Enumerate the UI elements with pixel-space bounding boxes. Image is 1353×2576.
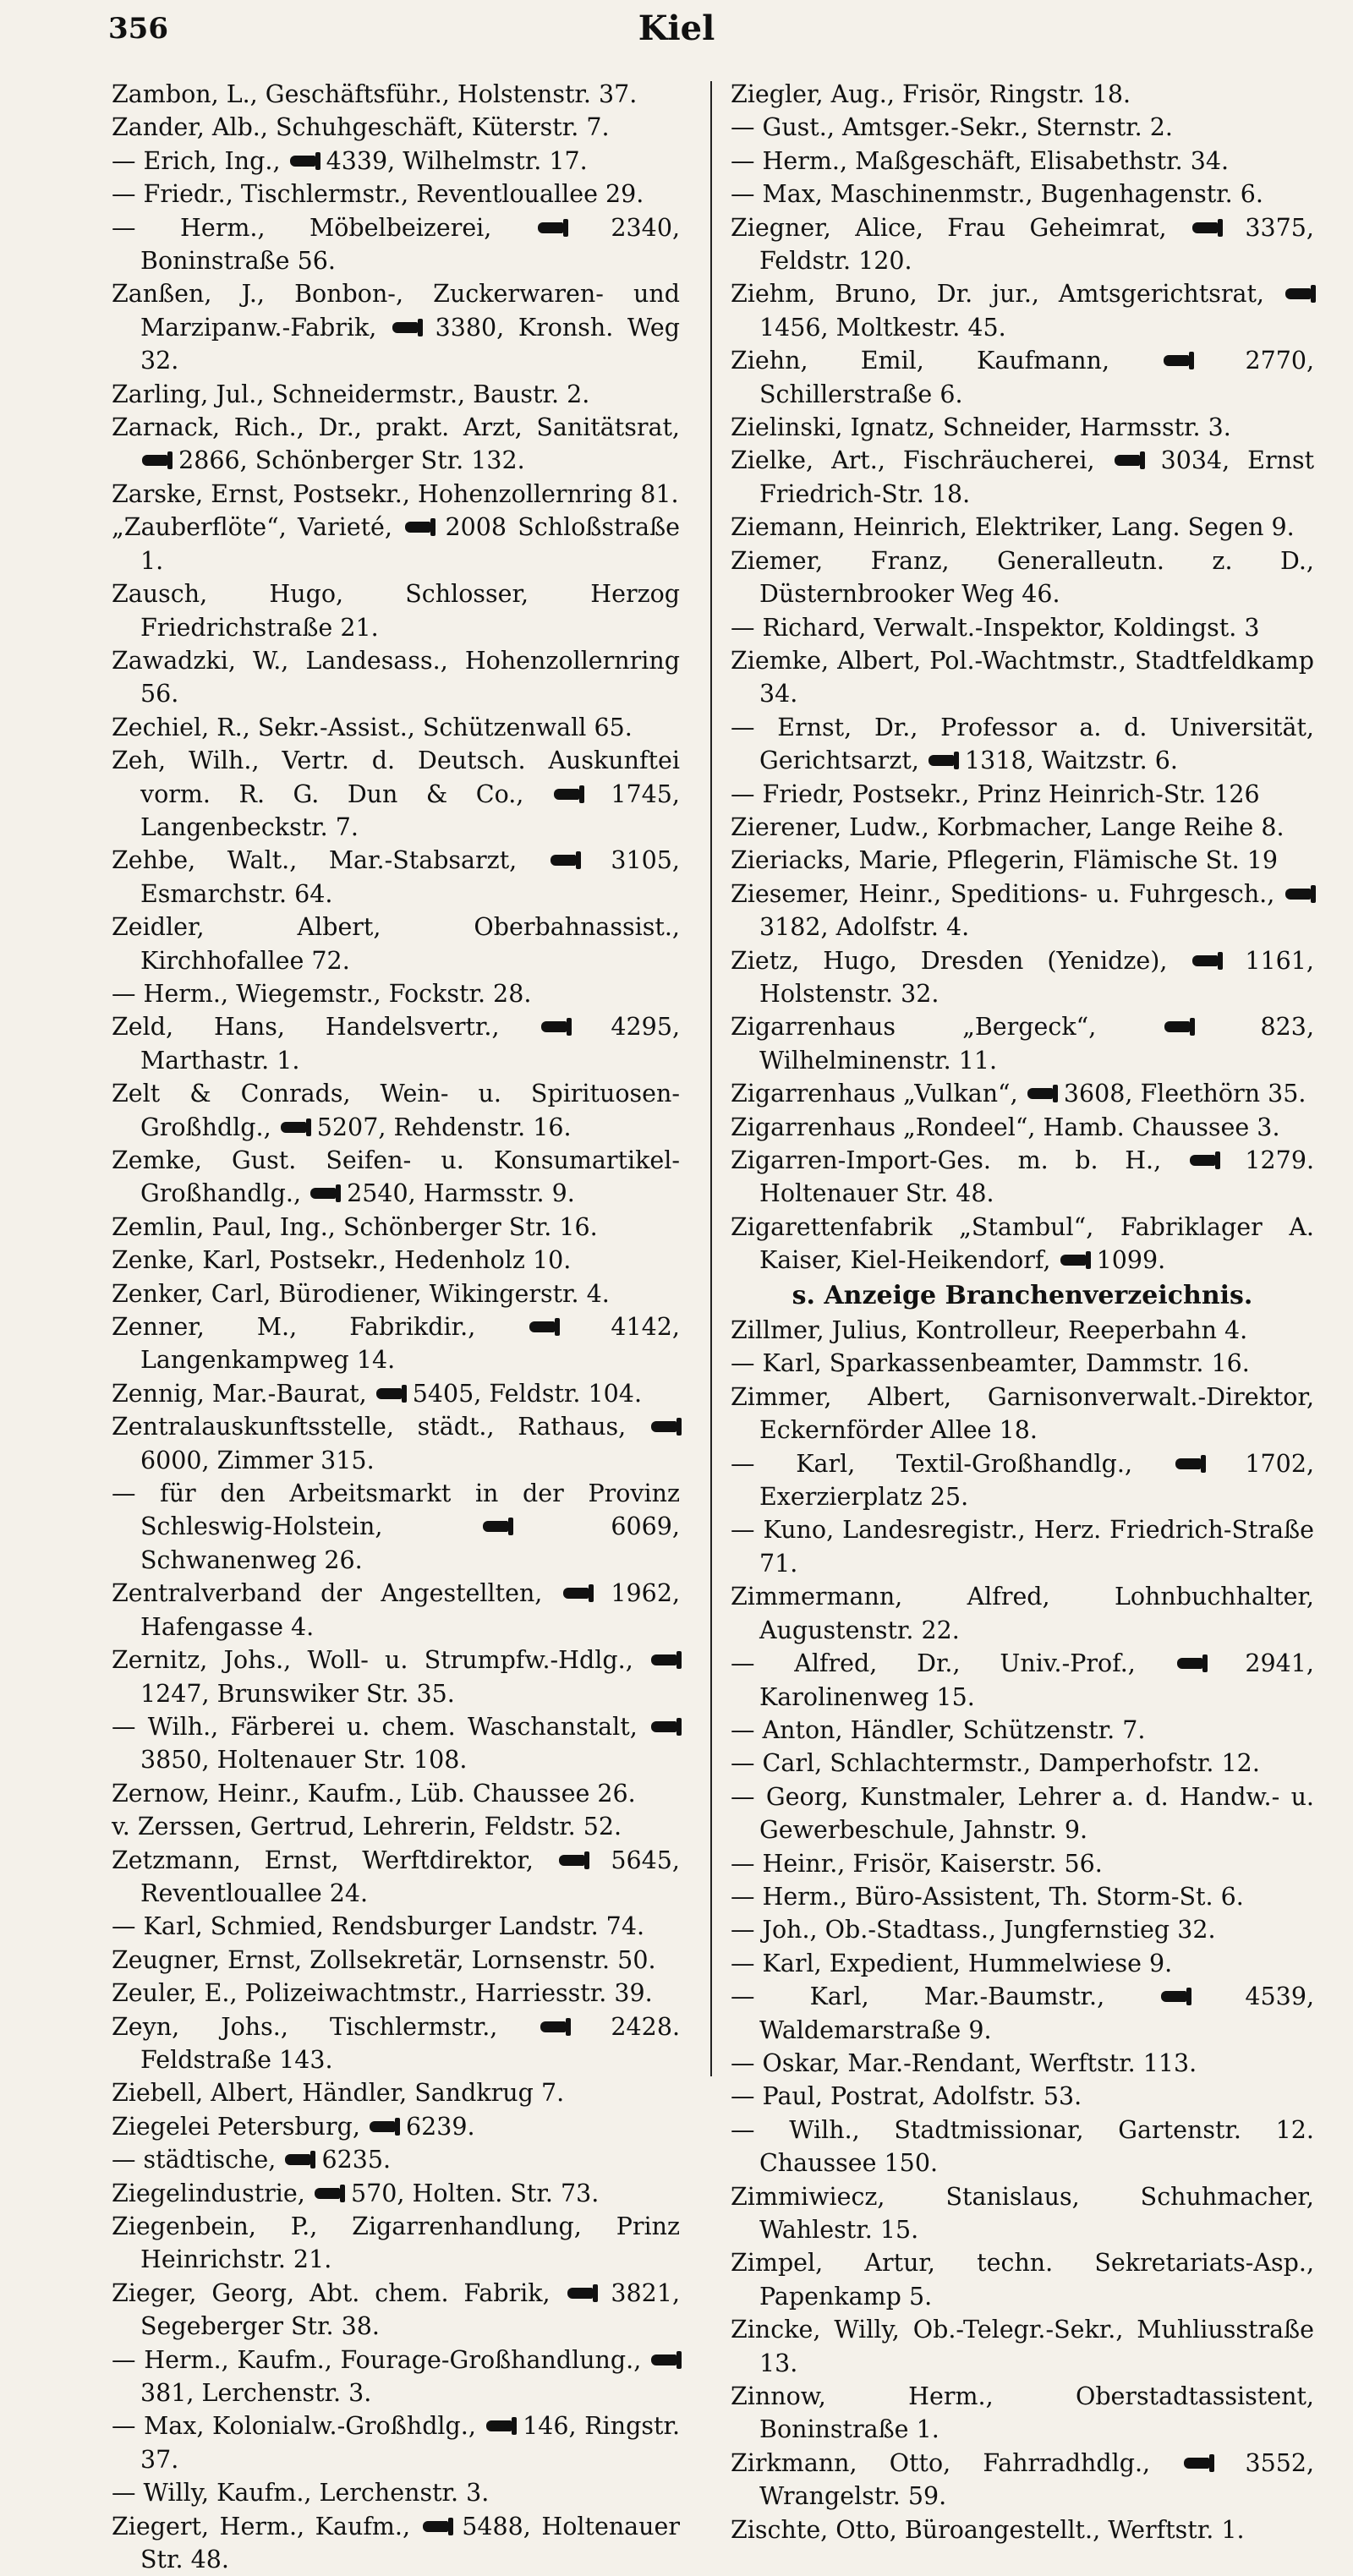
telephone-icon: [567, 2288, 593, 2299]
entry-phone-address: 4142, Langenkampweg 14.: [140, 1313, 680, 1375]
telephone-icon: [483, 1521, 508, 1532]
directory-entry: [112, 744, 680, 844]
directory-entry: [112, 2076, 680, 2109]
entry-text: Zincke, Willy, Ob.-Telegr.-Sekr., Muhliusstraße 13.: [731, 2316, 1314, 2377]
telephone-icon: [540, 2021, 566, 2032]
telephone-icon: [651, 1421, 676, 1432]
directory-entry: [112, 145, 680, 178]
entry-text: Ziehm, Bruno, Dr. jur., Amtsgerichtsrat,: [731, 280, 1264, 309]
directory-entry: [112, 2177, 680, 2210]
entry-text: Zarling, Jul., Schneidermstr., Baustr. 2.: [112, 380, 590, 408]
directory-entry: [731, 1447, 1314, 1514]
directory-entry: [112, 711, 680, 744]
entry-text: Zigarrenhaus „Bergeck“,: [731, 1013, 1097, 1042]
directory-entry: [112, 1010, 680, 1077]
entry-phone-address: 570, Holten. Str. 73.: [350, 2179, 600, 2207]
entry-text: Zeugner, Ernst, Zollsekretär, Lornsenstr. 50.: [112, 1945, 656, 1974]
entry-text: Zennig, Mar.-Baurat,: [112, 1379, 367, 1408]
telephone-icon: [651, 2354, 676, 2365]
telephone-icon: [405, 522, 430, 533]
telephone-icon: [285, 2154, 310, 2165]
entry-text: — Heinr., Frisör, Kaiserstr. 56.: [731, 1849, 1103, 1878]
entry-text: Zietz, Hugo, Dresden (Yenidze),: [731, 946, 1168, 975]
directory-entry: [731, 1144, 1314, 1211]
directory-entry: [731, 944, 1314, 1011]
directory-entry: [112, 1077, 680, 1144]
directory-entry: [112, 511, 680, 577]
entry-phone-address: 5207, Rehdenstr. 16.: [316, 1113, 572, 1141]
page-number: 356: [108, 12, 168, 46]
entry-phone-address: 3608, Fleethörn 35.: [1063, 1080, 1306, 1108]
telephone-icon: [1115, 455, 1140, 466]
directory-entry: [112, 277, 680, 377]
directory-entry: [731, 611, 1314, 644]
directory-entry: [731, 2180, 1314, 2247]
entry-text: Zetzmann, Ernst, Werftdirektor,: [112, 1846, 534, 1874]
entry-text: Ziehn, Emil, Kaufmann,: [731, 347, 1110, 375]
entry-phone-address: 1099.: [1096, 1246, 1166, 1275]
entry-text: Ziemer, Franz, Generalleutn. z. D., Düsternbrooker Weg 46.: [731, 546, 1314, 609]
directory-entry: [112, 411, 680, 478]
directory-entry: [112, 1144, 680, 1211]
entry-text: — Paul, Postrat, Adolfstr. 53.: [731, 2082, 1082, 2111]
directory-entry: [731, 2447, 1314, 2513]
entry-text: — Herm., Möbelbeizerei,: [112, 213, 492, 242]
directory-entry: [112, 844, 680, 911]
entry-phone-address: 1318, Waitzstr. 6.: [965, 747, 1178, 775]
directory-entry: [731, 644, 1314, 711]
entry-text: „Zauberflöte“, Varieté,: [112, 513, 392, 542]
entry-text: Zausch, Hugo, Schlosser, Herzog Friedrichstraße 21.: [112, 580, 680, 642]
directory-entry: [731, 411, 1314, 444]
directory-entry: [731, 1010, 1314, 1077]
entry-text: — Wilh., Stadtmissionar, Gartenstr. 12. Chaussee 150.: [731, 2115, 1314, 2178]
directory-entry: [731, 1847, 1314, 1880]
directory-entry: [731, 1077, 1314, 1110]
telephone-icon: [1190, 1155, 1215, 1166]
entry-phone-address: 6239.: [406, 2112, 475, 2141]
telephone-icon: [551, 855, 576, 866]
entry-phone-address: 3034, Ernst Friedrich-Str. 18.: [759, 446, 1315, 508]
telephone-icon: [1060, 1255, 1086, 1266]
left-column: [112, 78, 680, 2576]
directory-entry: [731, 1111, 1314, 1144]
directory-entry: [112, 2110, 680, 2143]
entry-text: Zenker, Carl, Bürodiener, Wikingerstr. 4.: [112, 1279, 610, 1308]
directory-entry: [731, 1980, 1314, 2047]
entry-text: — Herm., Büro-Assistent, Th. Storm-St. 6.: [731, 1882, 1244, 1911]
directory-entry: [112, 111, 680, 144]
entry-text: Zieriacks, Marie, Pflegerin, Flämische St. 19: [731, 846, 1279, 875]
directory-entry: [112, 1577, 680, 1643]
directory-entry: [731, 2246, 1314, 2313]
directory-entry: [731, 111, 1314, 144]
entry-text: Zernitz, Johs., Woll- u. Strumpfw.-Hdlg.,: [112, 1646, 633, 1675]
telephone-icon: [1164, 1021, 1190, 1032]
entry-phone-address: 1456, Moltkestr. 45.: [759, 313, 1006, 342]
entry-text: Zirkmann, Otto, Fahrradhdlg.,: [731, 2448, 1151, 2477]
entry-phone-address: 2770, Schillerstraße 6.: [759, 347, 1315, 408]
entry-phone-address: 2340, Boninstraße 56.: [140, 213, 681, 276]
telephone-icon: [1285, 288, 1311, 299]
entry-phone-address: 1247, Brunswiker Str. 35.: [140, 1679, 455, 1708]
entry-phone-address: 4539, Waldemarstraße 9.: [759, 1983, 1315, 2044]
entry-text: Ziebell, Albert, Händler, Sandkrug 7.: [112, 2079, 565, 2108]
section-reference: s. Anzeige Branchenverzeichnis.: [792, 1280, 1253, 1310]
entry-text: Zernow, Heinr., Kaufm., Lüb. Chaussee 26.: [112, 1779, 636, 1808]
directory-entry: [112, 2510, 680, 2576]
entry-text: Zentralauskunftsstelle, städt., Rathaus,: [112, 1413, 627, 1441]
directory-entry: [112, 378, 680, 411]
directory-entry: [112, 577, 680, 644]
directory-entry: [731, 1381, 1314, 1447]
entry-text: Zenke, Karl, Postsekr., Hedenholz 10.: [112, 1246, 572, 1275]
telephone-icon: [315, 2188, 340, 2199]
telephone-icon: [651, 1654, 676, 1665]
entry-phone-address: 3375, Feldstr. 120.: [759, 213, 1314, 276]
entry-text: Zimmermann, Alfred, Lohnbuchhalter, Augustenstr. 22.: [731, 1583, 1314, 1644]
directory-entry: [112, 78, 680, 111]
directory-entry: [112, 211, 680, 278]
entry-text: Zeh, Wilh., Vertr. d. Deutsch. Auskunftei vorm. R. G. Dun & Co.,: [112, 747, 680, 808]
directory-entry: [112, 2210, 680, 2277]
entry-text: Zemlin, Paul, Ing., Schönberger Str. 16.: [112, 1212, 598, 1241]
entry-text: Ziegner, Alice, Frau Geheimrat,: [731, 213, 1167, 242]
entry-phone-address: 2540, Harmsstr. 9.: [347, 1179, 575, 1208]
directory-entry: [112, 2476, 680, 2509]
telephone-icon: [1161, 1991, 1186, 2002]
entry-text: — Karl, Textil-Großhandlg.,: [731, 1449, 1133, 1478]
telephone-icon: [1184, 2458, 1209, 2469]
entry-text: Zimmer, Albert, Garnisonverwalt.-Direktor, Eckernförder Allee 18.: [731, 1382, 1314, 1445]
entry-phone-address: 3105, Esmarchstr. 64.: [140, 846, 680, 908]
directory-entry: [731, 544, 1314, 611]
entry-text: Ziegert, Herm., Kaufm.,: [112, 2512, 411, 2540]
directory-entry: [112, 1377, 680, 1410]
entry-text: Zeyn, Johs., Tischlermstr.,: [112, 2012, 498, 2041]
entry-text: — Karl, Schmied, Rendsburger Landstr. 74.: [112, 1912, 645, 1941]
entry-phone-address: 5405, Feldstr. 104.: [412, 1379, 643, 1408]
entry-text: Zemke, Gust. Seifen- u. Konsumartikel-Großhandlg.,: [112, 1146, 680, 1208]
entry-text: Zillmer, Julius, Kontrolleur, Reeperbahn 4.: [731, 1316, 1248, 1345]
directory-entry: [112, 1244, 680, 1277]
entry-text: — Alfred, Dr., Univ.-Prof.,: [731, 1649, 1136, 1678]
telephone-icon: [541, 1021, 567, 1032]
directory-entry: [731, 778, 1314, 811]
directory-entry: [112, 644, 680, 711]
entry-text: Zelt & Conrads, Wein- u. Spirituosen-Großhdlg.,: [112, 1080, 680, 1141]
telephone-icon: [1164, 355, 1189, 366]
entry-phone-address: 3850, Holtenauer Str. 108.: [140, 1746, 468, 1775]
directory-entry: [112, 2409, 680, 2476]
entry-text: Zierener, Ludw., Korbmacher, Lange Reihe 8.: [731, 812, 1285, 841]
telephone-icon: [928, 755, 954, 766]
directory-entry: [112, 1310, 680, 1377]
entry-phone-address: 2866, Schönberger Str. 132.: [178, 446, 525, 475]
entry-text: Zigarrenhaus „Rondeel“, Hamb. Chaussee 3.: [731, 1113, 1280, 1141]
entry-text: Zieger, Georg, Abt. chem. Fabrik,: [112, 2278, 551, 2307]
telephone-icon: [376, 1388, 402, 1399]
directory-entry: [731, 1580, 1314, 1647]
telephone-icon: [1192, 222, 1218, 233]
directory-entry: [731, 1647, 1314, 1714]
directory-entry: [731, 277, 1314, 344]
entry-phone-address: 823, Wilhelminenstr. 11.: [759, 1013, 1315, 1075]
entry-text: — Friedr., Tischlermstr., Reventlouallee 29.: [112, 180, 644, 209]
entry-text: Ziegenbein, P., Zigarrenhandlung, Prinz Heinrichstr. 21.: [112, 2212, 680, 2274]
entry-text: Zigarrenhaus „Vulkan“,: [731, 1080, 1018, 1108]
entry-phone-address: 3552, Wrangelstr. 59.: [759, 2448, 1315, 2511]
directory-entry: [731, 1513, 1314, 1580]
telephone-icon: [423, 2521, 448, 2532]
directory-entry: [731, 1880, 1314, 1913]
entry-text: Ziegler, Aug., Frisör, Ringstr. 18.: [731, 80, 1131, 108]
entry-phone-address: 4339, Wilhelmstr. 17.: [326, 146, 588, 175]
entry-text: Zawadzki, W., Landesass., Hohenzollernring 56.: [112, 646, 680, 708]
entry-text: — Carl, Schlachtermstr., Damperhofstr. 12.: [731, 1749, 1260, 1778]
entry-text: — Herm., Wiegemstr., Fockstr. 28.: [112, 979, 532, 1008]
entry-phone-address: 5645, Reventlouallee 24.: [140, 1846, 680, 1907]
directory-entry: [112, 911, 680, 977]
directory-entry: [731, 2313, 1314, 2380]
entry-text: — Anton, Händler, Schützenstr. 7.: [731, 1715, 1146, 1744]
directory-entry: [731, 2114, 1314, 2180]
directory-entry: [112, 1277, 680, 1310]
entry-phone-address: 2941, Karolinenweg 15.: [759, 1649, 1314, 1711]
directory-entry: [731, 1211, 1314, 1277]
directory-entry: [731, 1347, 1314, 1380]
entry-text: Zeld, Hans, Handelsvertr.,: [112, 1013, 500, 1042]
entry-phone-address: 1279. Holtenauer Str. 48.: [759, 1146, 1315, 1208]
entry-text: — Karl, Expedient, Hummelwiese 9.: [731, 1949, 1173, 1977]
directory-entry: [112, 1977, 680, 2010]
entry-text: Zimpel, Artur, techn. Sekretariats-Asp., Papenkamp 5.: [731, 2249, 1314, 2311]
directory-entry: [731, 2080, 1314, 2113]
entry-phone-address: 1702, Exerzierplatz 25.: [759, 1449, 1315, 1512]
entry-text: Zigarren-Import-Ges. m. b. H.,: [731, 1146, 1162, 1174]
telephone-icon: [486, 2420, 512, 2431]
directory-entry: [112, 1810, 680, 1843]
directory-entry: [112, 2344, 680, 2410]
directory-entry: [731, 211, 1314, 278]
entry-text: Zimmiwiecz, Stanislaus, Schuhmacher, Wahlestr. 15.: [731, 2182, 1314, 2244]
entry-phone-address: 381, Lerchenstr. 3.: [140, 2379, 372, 2408]
directory-entry: [731, 1913, 1314, 1946]
entry-phone-address: 3821, Segeberger Str. 38.: [140, 2278, 681, 2341]
directory-entry: [731, 2047, 1314, 2080]
entry-phone-address: 146, Ringstr. 37.: [140, 2412, 681, 2474]
entry-text: Zielke, Art., Fischräucherei,: [731, 446, 1095, 475]
entry-text: Ziegelindustrie,: [112, 2179, 305, 2207]
directory-entry: [731, 1947, 1314, 1980]
directory-entry: [731, 344, 1314, 411]
entry-text: — Herm., Kaufm., Fourage-Großhandlung.,: [112, 2345, 642, 2374]
running-title: Kiel: [638, 8, 715, 48]
entry-text: Zehbe, Walt., Mar.-Stabsarzt,: [112, 846, 518, 875]
entry-phone-address: 6069, Schwanenweg 26.: [140, 1512, 680, 1574]
telephone-icon: [1285, 889, 1311, 900]
entry-phone-address: 6000, Zimmer 315.: [140, 1446, 375, 1474]
directory-entry: [112, 977, 680, 1010]
entry-text: — Karl, Sparkassenbeamter, Dammstr. 16.: [731, 1349, 1250, 1378]
telephone-icon: [142, 455, 167, 466]
entry-phone-address: 2428. Feldstraße 143.: [140, 2012, 681, 2074]
entry-text: — Joh., Ob.-Stadtass., Jungfernstieg 32.: [731, 1916, 1216, 1944]
entry-text: — Oskar, Mar.-Rendant, Werftstr. 113.: [731, 2048, 1197, 2077]
entry-text: — Gust., Amtsger.-Sekr., Sternstr. 2.: [731, 113, 1173, 142]
directory-entry: [112, 2143, 680, 2176]
directory-entry: [112, 1777, 680, 1810]
directory-entry: [731, 2513, 1314, 2546]
directory-entry: [731, 178, 1314, 211]
directory-entry: [731, 444, 1314, 511]
directory-entry: [731, 878, 1314, 944]
telephone-icon: [529, 1321, 555, 1332]
entry-text: Ziesemer, Heinr., Speditions- u. Fuhrgesch.,: [731, 879, 1275, 908]
telephone-icon: [1192, 955, 1218, 966]
telephone-icon: [554, 789, 579, 800]
directory-entry: [112, 478, 680, 511]
entry-text: Zeuler, E., Polizeiwachtmstr., Harriesstr. 39.: [112, 1979, 653, 2008]
entry-text: — Karl, Mar.-Baumstr.,: [731, 1983, 1105, 2011]
entry-text: — Richard, Verwalt.-Inspektor, Koldingst. 3: [731, 613, 1260, 642]
telephone-icon: [559, 1855, 584, 1866]
directory-entry: [112, 2277, 680, 2344]
entry-text: — Willy, Kaufm., Lerchenstr. 3.: [112, 2479, 490, 2508]
entry-text: Ziemke, Albert, Pol.-Wachtmstr., Stadtfeldkamp 34.: [731, 646, 1314, 708]
directory-entry: [731, 811, 1314, 844]
telephone-icon: [1177, 1658, 1202, 1669]
directory-entry: [112, 1710, 680, 1777]
entry-phone-address: 3380, Kronsh. Weg 32.: [140, 313, 680, 375]
directory-entry: [731, 1714, 1314, 1747]
entry-text: — Max, Maschinenmstr., Bugenhagenstr. 6.: [731, 180, 1263, 209]
entry-text: Zarske, Ernst, Postsekr., Hohenzollernring 81.: [112, 479, 679, 508]
entry-text: v. Zerssen, Gertrud, Lehrerin, Feldstr. 52.: [112, 1813, 622, 1841]
telephone-icon: [310, 1188, 336, 1199]
directory-entry: [112, 1211, 680, 1244]
directory-entry: [731, 1314, 1314, 1347]
entry-text: Zarnack, Rich., Dr., prakt. Arzt, Sanitätsrat,: [112, 413, 680, 442]
entry-text: — Erich, Ing.,: [112, 146, 281, 175]
directory-entry: [112, 1477, 680, 1577]
entry-text: — Ernst, Dr., Professor a. d. Universität, Gerichtsarzt,: [731, 713, 1314, 775]
telephone-icon: [1175, 1458, 1201, 1469]
directory-entry: [731, 844, 1314, 877]
directory-entry: [731, 145, 1314, 178]
directory-entry: [731, 1780, 1314, 1847]
entry-text: — Kuno, Landesregistr., Herz. Friedrich-Straße 71.: [731, 1516, 1314, 1578]
entry-phone-address: 6235.: [321, 2146, 392, 2174]
directory-entry: [112, 178, 680, 211]
directory-entry: [731, 2380, 1314, 2447]
entry-text: Zambon, L., Geschäftsführ., Holstenstr. 37.: [112, 80, 638, 108]
directory-entry: [112, 1643, 680, 1710]
entry-text: Zentralverband der Angestellten,: [112, 1579, 543, 1608]
telephone-icon: [538, 222, 563, 233]
entry-text: — Max, Kolonialw.-Großhdlg.,: [112, 2412, 476, 2441]
telephone-icon: [392, 322, 418, 333]
entry-phone-address: 1161, Holstenstr. 32.: [759, 946, 1314, 1008]
entry-phone-address: 1962, Hafengasse 4.: [140, 1579, 681, 1641]
entry-text: Ziemann, Heinrich, Elektriker, Lang. Segen 9.: [731, 513, 1295, 542]
entry-text: Zanßen, J., Bonbon-, Zuckerwaren- und Marzipanw.-Fabrik,: [112, 280, 680, 342]
entry-text: Zielinski, Ignatz, Schneider, Harmsstr. 3.: [731, 413, 1231, 442]
entry-text: Zischte, Otto, Büroangestellt., Werftstr. 1.: [731, 2515, 1245, 2544]
directory-entry: [112, 1910, 680, 1943]
directory-entry: [731, 78, 1314, 111]
entry-text: Zeidler, Albert, Oberbahnassist., Kirchhofallee 72.: [112, 913, 680, 975]
telephone-icon: [1027, 1088, 1053, 1099]
directory-entry: [112, 1410, 680, 1477]
entry-phone-address: 5488, Holtenauer Str. 48.: [140, 2512, 681, 2574]
directory-entry: [731, 1747, 1314, 1780]
directory-entry: [112, 2010, 680, 2077]
entry-text: Zinnow, Herm., Oberstadtassistent, Boninstraße 1.: [731, 2382, 1314, 2444]
telephone-icon: [651, 1721, 676, 1732]
entry-phone-address: 2008 Schloßstraße 1.: [140, 513, 681, 575]
column-divider: [710, 81, 712, 2076]
telephone-icon: [290, 156, 315, 167]
entry-text: — städtische,: [112, 2146, 277, 2174]
entry-phone-address: 3182, Adolfstr. 4.: [759, 913, 970, 942]
entry-text: Zechiel, R., Sekr.-Assist., Schützenwall 65.: [112, 713, 633, 741]
entry-text: Zigarettenfabrik „Stambul“, Fabriklager A. Kaiser, Kiel-Heikendorf,: [731, 1212, 1314, 1275]
telephone-icon: [563, 1588, 589, 1599]
entry-text: Ziegelei Petersburg,: [112, 2112, 360, 2141]
entry-text: — Herm., Maßgeschäft, Elisabethstr. 34.: [731, 146, 1230, 175]
entry-phone-address: 4295, Marthastr. 1.: [140, 1013, 681, 1075]
directory-entry: [112, 1944, 680, 1977]
directory-entry: [112, 1844, 680, 1911]
entry-phone-address: 1745, Langenbeckstr. 7.: [140, 779, 680, 841]
entry-text: — Friedr, Postsekr., Prinz Heinrich-Str. 126: [731, 779, 1260, 808]
right-column: [731, 78, 1314, 2546]
telephone-icon: [370, 2121, 395, 2132]
directory-entry: [731, 511, 1314, 544]
directory-entry: [731, 711, 1314, 778]
telephone-icon: [281, 1122, 306, 1133]
entry-text: Zenner, M., Fabrikdir.,: [112, 1313, 476, 1342]
entry-text: — für den Arbeitsmarkt in der Provinz Schleswig-Holstein,: [112, 1479, 680, 1541]
entry-text: — Wilh., Färberei u. chem. Waschanstalt,: [112, 1712, 638, 1741]
entry-text: — Georg, Kunstmaler, Lehrer a. d. Handw.- u. Gewerbeschule, Jahnstr. 9.: [731, 1782, 1314, 1845]
entry-text: Zander, Alb., Schuhgeschäft, Küterstr. 7.: [112, 113, 610, 142]
